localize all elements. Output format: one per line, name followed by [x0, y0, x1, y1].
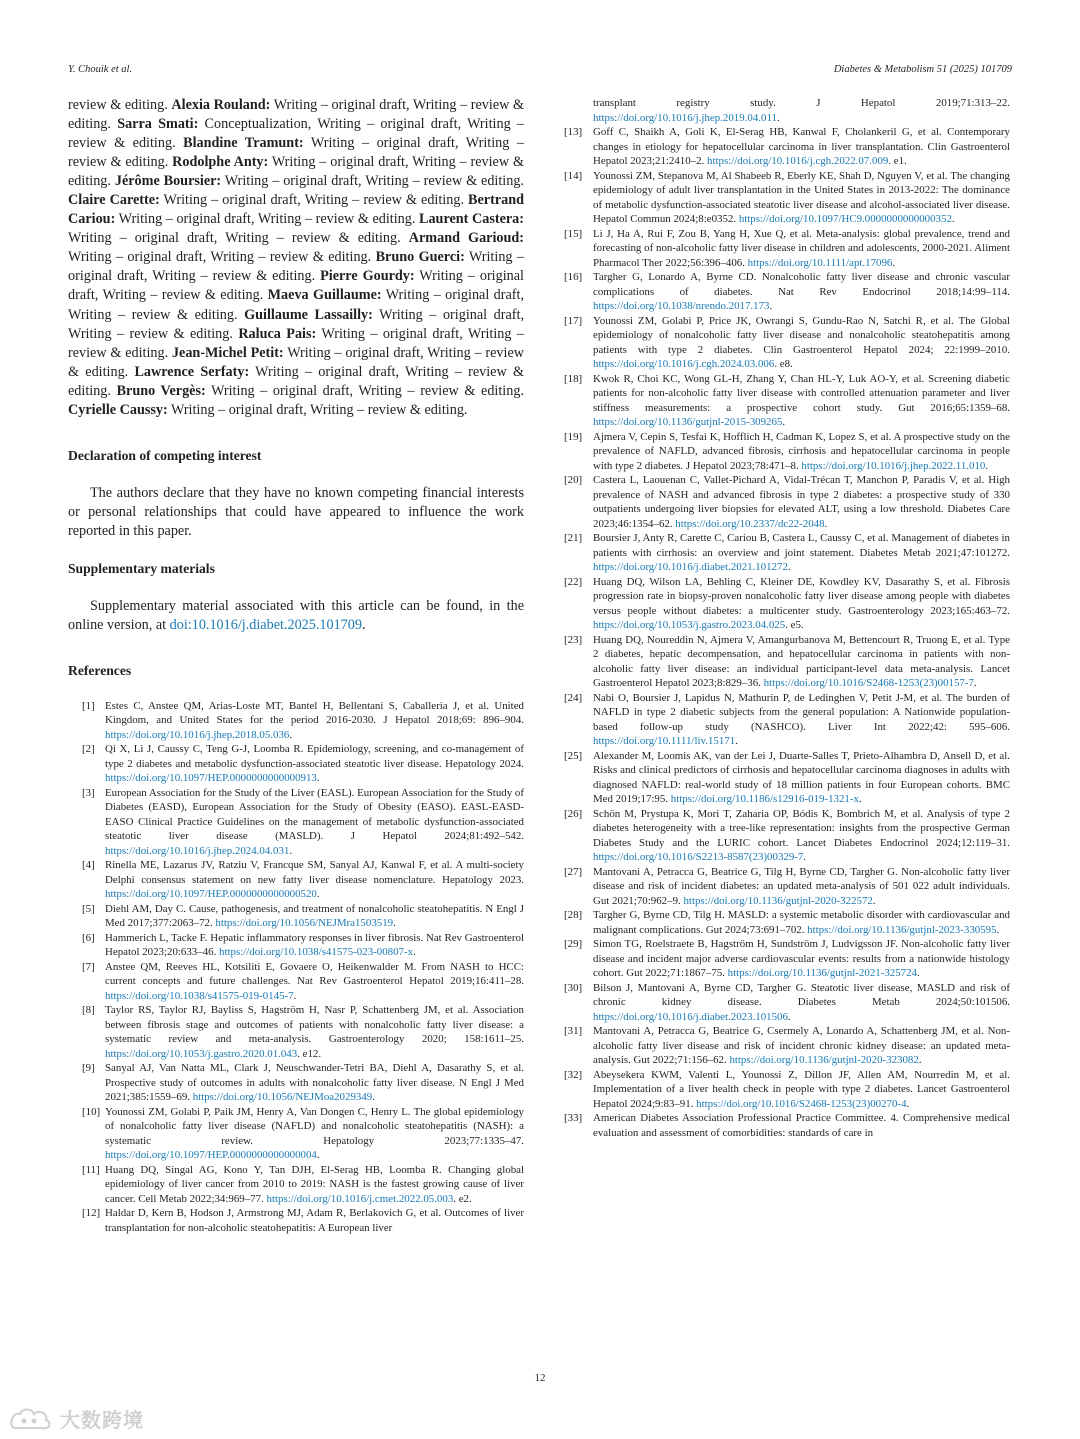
reference-text: Li J, Ha A, Rui F, Zou B, Yang H, Xue Q, et al. Meta-analysis: global prevalence, trend and forecasting of non-alcoholic fatty liver disease in children and adolescents, 2000-2021. Aliment Pharmacol Ther 2022;56:396–406.	[593, 227, 1010, 269]
contribution-role: Writing – original draft, Writing – review & editing.	[68, 287, 525, 323]
reference-number: [20]	[564, 474, 583, 486]
author-name: Pierre Gourdy:	[320, 268, 415, 285]
reference-suffix: .	[316, 1149, 320, 1162]
reference-suffix: .	[985, 459, 989, 472]
reference-item	[68, 931, 524, 960]
reference-doi-link[interactable]: https://doi.org/10.1097/HEP.0000000000000004	[105, 1149, 317, 1162]
reference-number: [21]	[564, 532, 583, 544]
reference-number: [12]	[82, 1207, 101, 1220]
reference-doi-link[interactable]: https://doi.org/10.1136/gutjnl-2023-330595	[807, 923, 997, 936]
reference-number: [7]	[82, 960, 95, 973]
reference-item	[560, 865, 1010, 909]
reference-doi-link[interactable]: https://doi.org/10.1136/gutjnl-2021-325724	[727, 967, 918, 979]
contribution-role: Writing – original draft, Writing – review & editing.	[68, 97, 524, 133]
reference-doi-link[interactable]: https://doi.org/10.1053/j.gastro.2020.01.043	[105, 1047, 298, 1060]
reference-text: Nabi O, Boursier J, Lapidus N, Mathurin P, de Ledinghen V, Petit J-M, et al. The burden of NAFLD in type 2 diabetic subjects from the general population: A Nationwide population-based follow-up study (NASHCO). Liver Int 2022;42: 595–606.	[593, 691, 1010, 733]
reference-number: [31]	[564, 1025, 583, 1037]
reference-doi-link[interactable]: https://doi.org/10.1016/j.diabet.2021.101272	[593, 561, 788, 573]
reference-number: [1]	[82, 699, 95, 712]
reference-text: Boursier J, Anty R, Carette C, Cariou B, Castera L, Caussy C, et al. Management of diabetes in patients with cirrhosis: an overview and joint statement. Diabetes Metab 2021;47:101272.	[593, 532, 1010, 559]
reference-item	[560, 691, 1010, 749]
reference-text: American Diabetes Association Professional Practice Committee. 4. Comprehensive medical evaluation and assessment of comorbidities: standards of care in	[593, 1112, 1010, 1139]
reference-item	[68, 960, 524, 1004]
reference-number: [30]	[564, 981, 583, 994]
author-name: Blandine Tramunt:	[183, 135, 304, 152]
reference-item	[560, 1068, 1010, 1112]
reference-item	[68, 1105, 524, 1163]
reference-item	[560, 96, 1010, 125]
reference-suffix: .	[769, 300, 773, 312]
reference-item	[68, 858, 524, 902]
contribution-role: Writing – original draft, Writing – review & editing.	[68, 306, 524, 342]
watermark-text: 大数跨境	[60, 1408, 144, 1432]
contribution-role: review & editing.	[68, 97, 172, 113]
reference-number: [23]	[564, 633, 583, 646]
reference-text: Huang DQ, Singal AG, Kono Y, Tan DJH, El-Serag HB, Loomba R. Changing global epidemiology of liver cancer from 2010 to 2019: NASH is the fastest growing cause of liver cancer. Cell Metab 2022;34:969–77.	[105, 1163, 524, 1205]
author-name: Sarra Smati:	[117, 116, 199, 133]
reference-text: Taylor RS, Taylor RJ, Bayliss S, Hagström H, Nasr P, Schattenberg JM, et al. Association between fibrosis stage and outcomes of patients with nonalcoholic fatty liver disease: a systematic review and meta-analysis. Gastroenterology 2020; 158:1611–25.	[105, 1004, 524, 1046]
reference-item	[560, 749, 1010, 807]
reference-item	[68, 699, 524, 743]
reference-item	[560, 981, 1010, 1025]
reference-suffix: .	[289, 728, 293, 741]
right-column	[560, 96, 1010, 1140]
author-name: Alexia Rouland:	[171, 97, 271, 113]
reference-number: [27]	[564, 865, 583, 878]
reference-number: [26]	[564, 807, 583, 820]
reference-item	[68, 1206, 524, 1235]
reference-item	[560, 314, 1010, 372]
page-number: 12	[534, 1372, 546, 1384]
reference-suffix: .	[393, 917, 396, 930]
reference-doi-link[interactable]: https://doi.org/10.1016/j.cgh.2022.07.009	[707, 155, 889, 167]
reference-text: Anstee QM, Reeves HL, Kotsiliti E, Govaere O, Heikenwalder M. From NASH to HCC: current concepts and future challenges. Nat Rev Gastroenterol Hepatol 2019;16:411–28.	[105, 960, 524, 988]
author-name: Guillaume Lassailly:	[244, 306, 373, 323]
reference-suffix: .	[372, 1091, 375, 1104]
reference-text: Younossi ZM, Golabi P, Paik JM, Henry A, Van Dongen C, Henry L. The global epidemiology of nonalcoholic fatty liver disease (NAFLD) and nonalcoholic steatohepatitis (NASH): a systematic review. Hepatology 2023;77:1335–47.	[105, 1105, 524, 1147]
reference-item	[560, 633, 1010, 691]
reference-number: [5]	[82, 902, 95, 915]
author-name: Rodolphe Anty:	[172, 154, 269, 171]
author-name: Bertrand Cariou:	[68, 192, 524, 228]
reference-number: [32]	[564, 1068, 583, 1081]
reference-text: Huang DQ, Wilson LA, Behling C, Kleiner DE, Kowdley KV, Dasarathy S, et al. Fibrosis progression rate in biopsy-proven nonalcoholic fatty liver disease among people with diabetes versus people without diabetes: a multicenter study. Gastroenterology 2023;165:463–72.	[593, 575, 1010, 617]
contribution-role: Writing – original draft, Writing – review & editing.	[68, 249, 376, 266]
contribution-role: Writing – original draft, Writing – review & editing.	[68, 268, 524, 304]
reference-item	[560, 372, 1010, 430]
reference-item	[68, 1163, 524, 1207]
reference-suffix: .	[316, 772, 320, 785]
contribution-role: Writing – original draft, Writing – review & editing.	[68, 154, 524, 190]
author-name: Armand Garioud:	[408, 230, 525, 247]
reference-number: [13]	[564, 126, 583, 138]
reference-doi-link[interactable]: https://doi.org/10.1097/HC9.0000000000000352	[738, 213, 952, 225]
reference-number: [11]	[82, 1163, 100, 1176]
reference-number: [29]	[564, 938, 583, 950]
author-name: Jérôme Boursier:	[114, 173, 222, 190]
reference-suffix: .	[289, 844, 293, 857]
reference-number: [22]	[564, 575, 583, 588]
reference-number: [19]	[564, 430, 583, 443]
author-name: Lawrence Serfaty:	[134, 363, 250, 380]
reference-item	[68, 742, 524, 786]
reference-text: Schön M, Prystupa K, Mori T, Zaharia OP, Bódis K, Bombrich M, et al. Analysis of type 2 diabetes heterogeneity with a tree-like representation: insights from the prospective German Diabetes Study and the LURIC cohort. Lancet Diabetes Endocrinol 2024;12:119–31.	[593, 807, 1010, 849]
reference-text: Qi X, Li J, Caussy C, Teng G-J, Loomba R. Epidemiology, screening, and co-management of type 2 diabetes and metabolic dysfunction-associated steatotic liver disease. Hepatology 2024.	[105, 743, 524, 770]
contribution-role: Writing – original draft, Writing – review & editing.	[159, 192, 469, 209]
author-name: Maeva Guillaume:	[267, 287, 382, 304]
reference-suffix: .	[803, 851, 807, 863]
reference-number: [14]	[564, 169, 583, 182]
reference-doi-link[interactable]: https://doi.org/10.1053/j.gastro.2023.04.025	[593, 619, 786, 631]
reference-text: Estes C, Anstee QM, Arias-Loste MT, Bantel H, Bellentani S, Caballeria J, et al. United Kingdom, and United States for the period 2016-2030. J Hepatol 2018;69: 896–904.	[105, 699, 524, 727]
reference-doi-link[interactable]: https://doi.org/10.1016/j.jhep.2024.04.031	[105, 844, 290, 857]
watermark	[8, 1404, 144, 1433]
reference-doi-link[interactable]: https://doi.org/10.1038/s41575-019-0145-7	[105, 989, 294, 1002]
reference-suffix: .	[787, 561, 791, 573]
reference-list-right	[560, 96, 1010, 1140]
reference-number: [4]	[82, 859, 95, 872]
author-name: Cyrielle Caussy:	[68, 401, 168, 418]
contribution-role: Writing – original draft, Writing – review & editing.	[167, 401, 468, 418]
contribution-role: Writing – original draft, Writing – review & editing.	[205, 382, 524, 399]
reference-suffix: .	[858, 793, 862, 805]
reference-text: Mantovani A, Petracca G, Beatrice G, Csermely A, Lonardo A, Schattenberg JM, et al. Non-alcoholic fatty liver disease and risk of incident chronic kidney disease: an updated meta-analysis. Gut 2022;71:156–62.	[593, 1025, 1010, 1066]
reference-number: [2]	[82, 743, 95, 756]
reference-text: Simon TG, Roelstraete B, Hagström H, Sundström J, Ludvigsson JF. Non-alcoholic fatty liver disease and incident major adverse cardiovascular events: results from a nationwide histology cohort. Gut 2022;71:1867–75.	[593, 938, 1010, 979]
reference-item	[560, 575, 1010, 633]
reference-item	[560, 1024, 1010, 1068]
reference-suffix: .	[782, 416, 786, 428]
reference-suffix: .	[918, 1054, 922, 1066]
reference-suffix: .	[906, 1097, 910, 1110]
reference-text: Younossi ZM, Stepanova M, Al Shabeeb R, Eberly KE, Shah D, Nguyen V, et al. The changing epidemiology of adult liver transplantation in the United States in 2013-2022: The dominance of metabolic dysfunction-associated steatotic liver disease and alcohol-associated liver disease. Hepatol Commun 2024;8:e0352.	[593, 169, 1010, 225]
reference-text: Hammerich L, Tacke F. Hepatic inflammatory responses in liver fibrosis. Nat Rev Gastroenterol Hepatol 2023;20:633–46.	[105, 931, 524, 959]
reference-text: Bilson J, Mantovani A, Byrne CD, Targher G. Steatotic liver disease, MASLD and risk of chronic kidney disease. Diabetes Metab 2024;50:101506.	[593, 981, 1010, 1008]
reference-suffix: .	[293, 989, 297, 1002]
reference-suffix: . e8.	[774, 358, 793, 370]
reference-text: European Association for the Study of the Liver (EASL). European Association for the Study of Diabetes (EASD), European Association for the Study of Obesity (EASO). EASL-EASD-EASO Clinical Practice Guidelines on the management of metabolic dysfunction-associated steatotic liver disease (MASLD). J Hepatol 2024;81:492–542.	[105, 786, 524, 843]
competing-interest-heading: Declaration of competing interest	[68, 447, 262, 463]
reference-suffix: .	[917, 967, 920, 979]
reference-doi-link[interactable]: https://doi.org/10.1136/gutjnl-2020-323082	[729, 1054, 919, 1066]
reference-doi-link[interactable]: https://doi.org/10.1016/S2213-8587(23)00329-7	[593, 851, 804, 863]
reference-number: [24]	[564, 691, 583, 704]
reference-doi-link[interactable]: https://doi.org/10.1111/apt.17096	[747, 256, 893, 269]
reference-text: Alexander M, Loomis AK, van der Lei J, Duarte-Salles T, Prieto-Alhambra D, Ansell D, et al. Risks and clinical predictors of cirrhosis and hepatocellular carcinoma diagnoses in adults with diagnosed NAFLD: real-world study of 18 million patients in four European cohorts. BMC Med 2019;17:95.	[593, 749, 1010, 805]
reference-text: transplant registry study. J Hepatol 2019;71:313–22.	[593, 97, 1010, 109]
reference-suffix: .	[776, 111, 780, 124]
reference-item	[560, 531, 1010, 575]
contribution-role: Writing – original draft, Writing – review & editing.	[221, 173, 524, 190]
reference-suffix: .	[824, 517, 828, 530]
author-name: Claire Carette:	[68, 192, 160, 209]
reference-item	[560, 430, 1010, 474]
reference-item	[68, 786, 524, 859]
author-name: Jean-Michel Petit:	[171, 344, 284, 361]
contribution-role: Conceptualization, Writing – original draft, Writing – review & editing.	[68, 116, 524, 152]
author-contributions	[68, 96, 524, 420]
contribution-role: Writing – original draft, Writing – review & editing.	[68, 344, 525, 380]
reference-suffix: .	[316, 888, 320, 901]
reference-item	[560, 1111, 1010, 1140]
author-name: Raluca Pais:	[238, 325, 317, 342]
reference-doi-link[interactable]: https://doi.org/10.1016/j.cmet.2022.05.003	[266, 1192, 454, 1205]
reference-number: [28]	[564, 909, 583, 921]
supplementary-heading: Supplementary materials	[68, 560, 215, 576]
reference-suffix: .	[735, 735, 738, 747]
reference-suffix: .	[973, 677, 977, 689]
reference-doi-link[interactable]: https://doi.org/10.1097/HEP.0000000000000913	[105, 772, 317, 785]
reference-doi-link[interactable]: https://doi.org/10.1016/S2468-1253(23)00157-7	[763, 677, 974, 689]
reference-text: Haldar D, Kern B, Hodson J, Armstrong MJ, Adam R, Berlakovich G, et al. Outcomes of liver transplantation for non-alcoholic steatohepatitis: A European liver	[105, 1207, 524, 1234]
reference-doi-link[interactable]: https://doi.org/10.1016/j.cgh.2024.03.006	[593, 358, 775, 370]
reference-suffix: .	[413, 946, 416, 959]
reference-text: Mantovani A, Petracca G, Beatrice G, Tilg H, Byrne CD, Targher G. Non-alcoholic fatty liver disease and risk of incident diabetes: an updated meta-analysis of 501 022 adult individuals. Gut 2021;70:962–9.	[593, 865, 1010, 907]
reference-doi-link[interactable]: https://doi.org/10.1038/s41575-023-00807-x	[219, 946, 414, 959]
reference-doi-link[interactable]: https://doi.org/10.1186/s12916-019-1321-x	[670, 793, 859, 805]
reference-item	[560, 473, 1010, 531]
reference-doi-link[interactable]: https://doi.org/10.1111/liv.15171	[593, 735, 736, 747]
running-header-authors: Y. Chouik et al.	[68, 64, 133, 75]
reference-text: Goff C, Shaikh A, Goli K, El-Serag HB, Kanwal F, Cholankeril G, et al. Contemporary changes in etiology for hepatocellular carcinoma in liver transplantation. Clin Gastroenterol Hepatol 2023;21:2410–2.	[593, 126, 1010, 167]
reference-item	[560, 270, 1010, 314]
reference-text: Kwok R, Choi KC, Wong GL-H, Zhang Y, Chan HL-Y, Luk AO-Y, et al. Screening diabetic patients for non-alcoholic fatty liver disease with controlled attenuation parameter and liver stiffness measurements: a prospective cohort study. Gut 2016;65:1359–68.	[593, 372, 1010, 414]
reference-doi-link[interactable]: https://doi.org/10.1016/j.jhep.2018.05.036	[105, 728, 290, 741]
watermark-logo-icon	[8, 1406, 54, 1432]
reference-list-left	[68, 699, 524, 1236]
reference-suffix: .	[951, 213, 955, 225]
reference-suffix: . e1.	[888, 155, 907, 167]
author-name: Laurent Castera:	[419, 211, 524, 228]
reference-doi-link[interactable]: https://doi.org/10.1016/S2468-1253(23)00270-4	[696, 1097, 907, 1110]
reference-suffix: .	[892, 256, 896, 269]
reference-number: [33]	[564, 1112, 583, 1124]
reference-item	[68, 1003, 524, 1061]
reference-doi-link[interactable]: https://doi.org/10.1016/j.diabet.2023.101506	[593, 1010, 788, 1023]
reference-doi-link[interactable]: https://doi.org/10.1097/HEP.0000000000000520	[105, 888, 317, 901]
reference-number: [8]	[82, 1004, 95, 1017]
reference-suffix: .	[996, 923, 1000, 936]
contribution-role: Writing – original draft, Writing – review & editing.	[68, 249, 524, 285]
supplementary-text	[68, 597, 524, 635]
supplementary-doi-link[interactable]: doi:10.1016/j.diabet.2025.101709	[169, 616, 362, 633]
reference-suffix: . e2.	[453, 1192, 472, 1205]
reference-doi-link[interactable]: https://doi.org/10.1038/nrendo.2017.173	[593, 300, 770, 312]
reference-doi-link[interactable]: https://doi.org/10.2337/dc22-2048	[675, 517, 825, 530]
contribution-role: Writing – original draft, Writing – review & editing.	[68, 325, 524, 361]
reference-number: [18]	[564, 372, 583, 385]
author-name: Bruno Vergès:	[116, 382, 206, 399]
reference-text: Abeysekera KWM, Valenti L, Younossi Z, Dillon JF, Allen AM, Nourredin M, et al. Implementation of a liver health check in people with type 2 diabetes. Lancet Gastroenterol Hepatol 2024;9:83–91.	[593, 1068, 1010, 1110]
reference-text: Ajmera V, Cepin S, Tesfai K, Hofflich H, Cadman K, Lopez S, et al. A prospective study on the prevalence of NAFLD, advanced fibrosis, cirrhosis and hepatocellular carcinoma in people with type 2 diabetes. J Hepatol 2023;78:471–8.	[593, 430, 1010, 472]
reference-text: Younossi ZM, Golabi P, Price JK, Owrangi S, Gundu-Rao N, Satchi R, et al. The Global epidemiology of nonalcoholic fatty liver disease and nonalcoholic steatohepatitis among patients with type 2 diabetes. Clin Gastroenterol Hepatol 2024; 22:1999–2010.	[593, 314, 1010, 356]
reference-suffix: .	[787, 1010, 791, 1023]
supplementary-sentence: Supplementary material associated with this article can be found, in the online version, at	[68, 597, 524, 633]
reference-number: [3]	[82, 786, 95, 799]
reference-number: [9]	[82, 1062, 95, 1075]
contribution-role: Writing – original draft, Writing – review & editing.	[68, 363, 524, 399]
reference-text: Targher G, Byrne CD, Tilg H. MASLD: a systemic metabolic disorder with cardiovascular and malignant complications. Gut 2024;73:691–702.	[593, 909, 1010, 936]
reference-number: [25]	[564, 749, 583, 762]
reference-text: Sanyal AJ, Van Natta ML, Clark J, Neuschwander-Tetri BA, Diehl A, Dasarathy S, et al. Prospective study of outcomes in adults with nonalcoholic fatty liver disease. N Engl J Med 2021;385:1559–69.	[105, 1062, 524, 1104]
reference-number: [17]	[564, 314, 583, 327]
reference-number: [15]	[564, 227, 583, 240]
reference-text: Huang DQ, Noureddin N, Ajmera V, Amangurbanova M, Bettencourt R, Truong E, et al. Type 2 diabetes, hepatic decompensation, and hepatocellular carcinoma in patients with non-alcoholic fatty liver disease: an individual participant-level data meta-analysis. Lancet Gastroenterol Hepatol 2023;8:829–36.	[593, 633, 1010, 689]
reference-item	[560, 125, 1010, 169]
reference-number: [10]	[82, 1105, 101, 1118]
reference-doi-link[interactable]: https://doi.org/10.1016/j.jhep.2019.04.011	[593, 111, 777, 124]
reference-item	[560, 169, 1010, 227]
reference-suffix: . e5.	[785, 619, 804, 631]
reference-item	[560, 227, 1010, 271]
reference-doi-link[interactable]: https://doi.org/10.1136/gutjnl-2020-322572	[683, 894, 873, 907]
supplementary-period: .	[361, 616, 366, 633]
reference-item	[560, 937, 1010, 981]
author-name: Bruno Guerci:	[375, 249, 465, 266]
reference-doi-link[interactable]: https://doi.org/10.1016/j.jhep.2022.11.010	[801, 459, 986, 472]
reference-suffix: . e12.	[297, 1047, 322, 1060]
reference-text: Castera L, Laouenan C, Vallet-Pichard A, Vidal-Trécan T, Manchon P, Paradis V, et al. High prevalence of NASH and advanced fibrosis in type 2 diabetes: a prospective study of 330 outpatients undergoing liver biopsies for elevated ALT, using a low threshold. Diabetes Care 2023;46:1354–62.	[593, 474, 1010, 530]
running-header-journal: Diabetes & Metabolism 51 (2025) 101709	[833, 64, 1012, 75]
reference-text: Targher G, Lonardo A, Byrne CD. Nonalcoholic fatty liver disease and chronic vascular complications of diabetes. Nat Rev Endocrinol 2018;14:99–114.	[593, 271, 1010, 298]
reference-doi-link[interactable]: https://doi.org/10.1056/NEJMoa2029349	[192, 1091, 373, 1104]
reference-item	[68, 1061, 524, 1105]
reference-number: [16]	[564, 271, 583, 283]
left-column	[68, 96, 524, 1235]
competing-interest-text: The authors declare that they have no known competing financial interests or personal relationships that could have appeared to influence the work reported in this paper.	[68, 484, 524, 539]
contribution-role: Writing – original draft, Writing – review & editing.	[68, 135, 524, 171]
reference-item	[560, 807, 1010, 865]
reference-text: Rinella ME, Lazarus JV, Ratziu V, Francque SM, Sanyal AJ, Kanwal F, et al. A multi-society Delphi consensus statement on new fatty liver disease nomenclature. Hepatology 2023.	[105, 859, 524, 886]
contribution-role: Writing – original draft, Writing – review & editing.	[115, 211, 419, 228]
references-heading: References	[68, 662, 132, 678]
reference-item	[68, 902, 524, 931]
reference-suffix: .	[872, 894, 876, 907]
contribution-role: Writing – original draft, Writing – review & editing.	[68, 230, 409, 247]
reference-doi-link[interactable]: https://doi.org/10.1136/gutjnl-2015-309265	[593, 416, 783, 428]
reference-number: [6]	[82, 931, 95, 944]
reference-doi-link[interactable]: https://doi.org/10.1056/NEJMra1503519	[215, 917, 394, 930]
reference-item	[560, 908, 1010, 937]
reference-text: Diehl AM, Day C. Cause, pathogenesis, and treatment of nonalcoholic steatohepatitis. N Engl J Med 2017;377:2063–72.	[105, 902, 524, 930]
